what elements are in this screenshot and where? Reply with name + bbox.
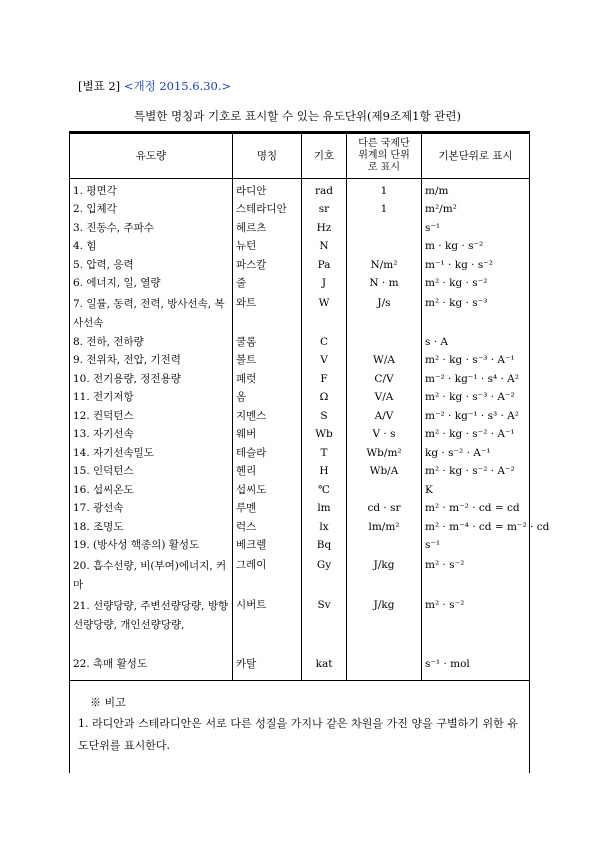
cell-name: 뉴턴 bbox=[233, 238, 302, 257]
cell-symbol: V bbox=[302, 352, 347, 371]
cell-name: 스테라디안 bbox=[233, 201, 302, 220]
cell-base-units: m/m bbox=[422, 179, 530, 201]
cell-name: 헨리 bbox=[233, 463, 302, 482]
annex-number: [별표 2] bbox=[78, 79, 121, 93]
table-row bbox=[70, 655, 530, 680]
cell-symbol: N bbox=[302, 238, 347, 257]
cell-base-units: m² · kg · s⁻³ bbox=[422, 293, 530, 333]
cell-other-units: cd · sr bbox=[347, 500, 422, 519]
cell-symbol: C bbox=[302, 333, 347, 352]
cell-base-units: m² · kg · s⁻³ · A⁻¹ bbox=[422, 352, 530, 371]
table-row bbox=[70, 370, 530, 389]
cell-base-units: m² · m⁻⁴ · cd = m⁻² · cd bbox=[422, 518, 530, 537]
cell-quantity: 20. 흡수선량, 비(부여)에너지, 커마 bbox=[70, 555, 233, 595]
cell-quantity: 17. 광선속 bbox=[70, 500, 233, 519]
cell-quantity: 1. 평면각 bbox=[70, 179, 233, 201]
cell-name: 줄 bbox=[233, 275, 302, 294]
cell-symbol: F bbox=[302, 370, 347, 389]
cell-base-units: m⁻² · kg⁻¹ · s³ · A² bbox=[422, 407, 530, 426]
cell-quantity: 10. 전기용량, 정전용량 bbox=[70, 370, 233, 389]
cell-base-units: kg · s⁻² · A⁻¹ bbox=[422, 444, 530, 463]
cell-other-units: Wb/m² bbox=[347, 444, 422, 463]
cell-quantity: 3. 진동수, 주파수 bbox=[70, 219, 233, 238]
cell-symbol: Sv bbox=[302, 595, 347, 655]
cell-quantity: 13. 자기선속 bbox=[70, 426, 233, 445]
cell-symbol: lm bbox=[302, 500, 347, 519]
table-row bbox=[70, 333, 530, 352]
cell-other-units bbox=[347, 537, 422, 556]
cell-other-units bbox=[347, 655, 422, 680]
cell-quantity: 16. 섭씨온도 bbox=[70, 481, 233, 500]
table-row bbox=[70, 537, 530, 556]
table-row bbox=[70, 219, 530, 238]
cell-base-units: s⁻¹ bbox=[422, 219, 530, 238]
cell-name: 헤르츠 bbox=[233, 219, 302, 238]
cell-other-units: N · m bbox=[347, 275, 422, 294]
cell-other-units: W/A bbox=[347, 352, 422, 371]
cell-base-units: m⁻¹ · kg · s⁻² bbox=[422, 256, 530, 275]
cell-quantity: 9. 전위차, 전압, 기전력 bbox=[70, 352, 233, 371]
table-row bbox=[70, 555, 530, 595]
cell-other-units bbox=[347, 481, 422, 500]
cell-name: 라디안 bbox=[233, 179, 302, 201]
revision-date: <개정 2015.6.30.> bbox=[123, 79, 232, 93]
remarks-title: ※ 비고 bbox=[90, 696, 126, 709]
derived-units-table bbox=[69, 133, 550, 681]
cell-name: 쿨롬 bbox=[233, 333, 302, 352]
cell-quantity: 2. 입체각 bbox=[70, 201, 233, 220]
cell-symbol: rad bbox=[302, 179, 347, 201]
cell-quantity: 5. 압력, 응력 bbox=[70, 256, 233, 275]
cell-name: 볼트 bbox=[233, 352, 302, 371]
header-symbol: 기호 bbox=[302, 134, 347, 179]
cell-name: 카탈 bbox=[233, 655, 302, 680]
cell-other-units bbox=[347, 333, 422, 352]
cell-base-units: m²/m² bbox=[422, 201, 530, 220]
table-row bbox=[70, 481, 530, 500]
cell-symbol: H bbox=[302, 463, 347, 482]
cell-base-units: s⁻¹ bbox=[422, 537, 530, 556]
cell-name: 럭스 bbox=[233, 518, 302, 537]
header-base-units: 기본단위로 표시 bbox=[422, 134, 530, 179]
cell-symbol: Wb bbox=[302, 426, 347, 445]
cell-base-units: m² · kg · s⁻² · A⁻² bbox=[422, 463, 530, 482]
cell-quantity: 19. (방사성 핵종의) 활성도 bbox=[70, 537, 233, 556]
table-row bbox=[70, 201, 530, 220]
cell-symbol: lx bbox=[302, 518, 347, 537]
cell-other-units: J/kg bbox=[347, 595, 422, 655]
cell-quantity: 8. 전하, 전하량 bbox=[70, 333, 233, 352]
table-row bbox=[70, 500, 530, 519]
cell-quantity: 18. 조명도 bbox=[70, 518, 233, 537]
cell-other-units bbox=[347, 238, 422, 257]
cell-quantity: 4. 힘 bbox=[70, 238, 233, 257]
cell-quantity: 7. 일률, 동력, 전력, 방사선속, 복사선속 bbox=[70, 293, 233, 333]
cell-base-units: m² · kg · s⁻² bbox=[422, 275, 530, 294]
table-row bbox=[70, 518, 530, 537]
cell-base-units: m² · kg · s⁻² · A⁻¹ bbox=[422, 426, 530, 445]
cell-name: 베크렐 bbox=[233, 537, 302, 556]
cell-quantity: 11. 전기저항 bbox=[70, 389, 233, 408]
remark-number: 1. bbox=[78, 717, 89, 730]
cell-other-units: J/s bbox=[347, 293, 422, 333]
cell-name: 파스칼 bbox=[233, 256, 302, 275]
cell-other-units bbox=[347, 219, 422, 238]
cell-other-units: N/m² bbox=[347, 256, 422, 275]
cell-base-units: m · kg · s⁻² bbox=[422, 238, 530, 257]
cell-symbol: kat bbox=[302, 655, 347, 680]
cell-symbol: Bq bbox=[302, 537, 347, 556]
cell-symbol: Pa bbox=[302, 256, 347, 275]
cell-name: 루멘 bbox=[233, 500, 302, 519]
table-row bbox=[70, 426, 530, 445]
header-name: 명칭 bbox=[233, 134, 302, 179]
cell-other-units: Wb/A bbox=[347, 463, 422, 482]
cell-name: 시버트 bbox=[233, 595, 302, 655]
cell-base-units: m² · s⁻² bbox=[422, 595, 530, 655]
table-row bbox=[70, 389, 530, 408]
cell-other-units: A/V bbox=[347, 407, 422, 426]
cell-base-units: s⁻¹ · mol bbox=[422, 655, 530, 680]
table-row bbox=[70, 444, 530, 463]
table-row bbox=[70, 275, 530, 294]
header-other-si-units: 다른 국제단 위계의 단위 로 표시 bbox=[347, 134, 422, 179]
cell-other-units: J/kg bbox=[347, 555, 422, 595]
table-row bbox=[70, 293, 530, 333]
cell-name: 와트 bbox=[233, 293, 302, 333]
cell-other-units: V/A bbox=[347, 389, 422, 408]
cell-name: 패럿 bbox=[233, 370, 302, 389]
annex-label bbox=[78, 78, 231, 94]
table-row bbox=[70, 407, 530, 426]
cell-name: 지멘스 bbox=[233, 407, 302, 426]
cell-other-units: 1 bbox=[347, 179, 422, 201]
table-row bbox=[70, 179, 530, 201]
cell-base-units: s · A bbox=[422, 333, 530, 352]
cell-name: 그레이 bbox=[233, 555, 302, 595]
cell-quantity: 12. 컨덕턴스 bbox=[70, 407, 233, 426]
cell-base-units: m² · kg · s⁻³ · A⁻² bbox=[422, 389, 530, 408]
cell-other-units: V · s bbox=[347, 426, 422, 445]
remark-item-1 bbox=[78, 713, 518, 757]
table-row bbox=[70, 463, 530, 482]
cell-symbol: T bbox=[302, 444, 347, 463]
cell-base-units: m² · m⁻² · cd = cd bbox=[422, 500, 530, 519]
remark-text: 라디안과 스테라디안은 서로 다른 성질을 가지나 같은 차원을 가진 양을 구별하기 위한 유도단위를 표시한다. bbox=[78, 717, 518, 752]
table-row bbox=[70, 595, 530, 655]
table-header-row bbox=[70, 134, 530, 179]
document-title: 특별한 명칭과 기호로 표시할 수 있는 유도단위(제9조제1항 관련) bbox=[134, 109, 461, 123]
cell-base-units: K bbox=[422, 481, 530, 500]
cell-symbol: W bbox=[302, 293, 347, 333]
cell-symbol: Gy bbox=[302, 555, 347, 595]
cell-name: 섭씨도 bbox=[233, 481, 302, 500]
cell-quantity: 21. 선량당량, 주변선량당량, 방향선량당량, 개인선량당량, bbox=[70, 595, 233, 655]
cell-symbol: sr bbox=[302, 201, 347, 220]
cell-base-units: m⁻² · kg⁻¹ · s⁴ · A² bbox=[422, 370, 530, 389]
cell-other-units: 1 bbox=[347, 201, 422, 220]
table-row bbox=[70, 352, 530, 371]
cell-quantity: 6. 에너지, 일, 열량 bbox=[70, 275, 233, 294]
cell-name: 웨버 bbox=[233, 426, 302, 445]
header-quantity: 유도량 bbox=[70, 134, 233, 179]
cell-quantity: 15. 인덕턴스 bbox=[70, 463, 233, 482]
cell-quantity: 22. 촉매 활성도 bbox=[70, 655, 233, 680]
cell-other-units: lm/m² bbox=[347, 518, 422, 537]
cell-name: 옴 bbox=[233, 389, 302, 408]
cell-symbol: Hz bbox=[302, 219, 347, 238]
cell-symbol: ℃ bbox=[302, 481, 347, 500]
cell-base-units: m² · s⁻² bbox=[422, 555, 530, 595]
cell-name: 테슬라 bbox=[233, 444, 302, 463]
cell-symbol: J bbox=[302, 275, 347, 294]
cell-symbol: S bbox=[302, 407, 347, 426]
table-row bbox=[70, 238, 530, 257]
cell-other-units: C/V bbox=[347, 370, 422, 389]
cell-symbol: Ω bbox=[302, 389, 347, 408]
table-row bbox=[70, 256, 530, 275]
cell-quantity: 14. 자기선속밀도 bbox=[70, 444, 233, 463]
